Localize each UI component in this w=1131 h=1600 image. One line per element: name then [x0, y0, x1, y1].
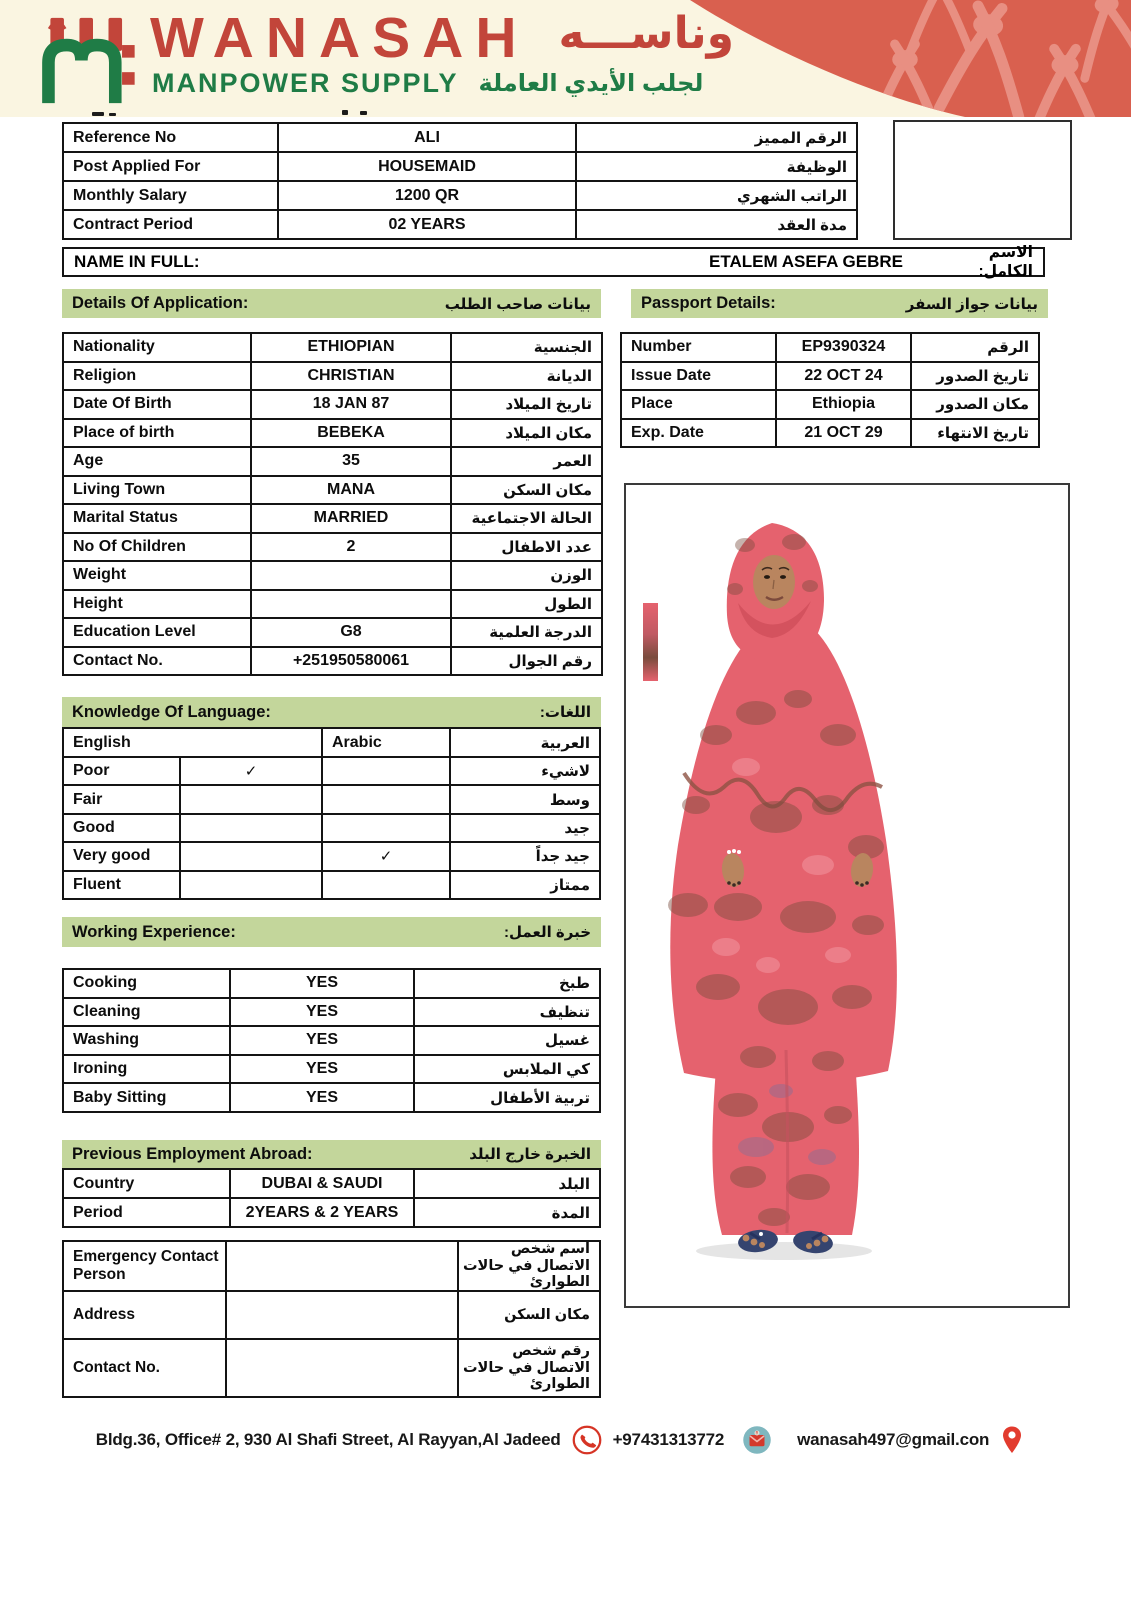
- row-value: 22 OCT 24: [777, 363, 912, 392]
- row-value: [227, 1242, 459, 1292]
- row-value: HOUSEMAID: [279, 153, 577, 182]
- table-row: [64, 1170, 601, 1199]
- table-row: [64, 999, 601, 1028]
- row-label-arabic: الطول: [452, 591, 603, 620]
- table-row: [64, 562, 603, 591]
- row-label: Poor: [64, 758, 181, 786]
- english-checkmark: [181, 786, 323, 814]
- row-label: Marital Status: [64, 505, 252, 534]
- row-value: [227, 1292, 459, 1340]
- table-row: [64, 591, 603, 620]
- table-row: [64, 124, 858, 153]
- table-row: [64, 1199, 601, 1228]
- row-label: Date Of Birth: [64, 391, 252, 420]
- row-value: ALI: [279, 124, 577, 153]
- section-header-previous-employment: [62, 1140, 601, 1168]
- brand-name-en: WANASAH: [150, 6, 529, 70]
- header-band: [0, 0, 1131, 117]
- scan-artifact: [360, 111, 367, 115]
- row-value: MARRIED: [252, 505, 452, 534]
- passport-details-table: [620, 332, 1040, 448]
- row-value: MANA: [252, 477, 452, 506]
- table-row: [64, 1056, 601, 1085]
- table-row: [622, 391, 1040, 420]
- photo-scan-fragment: [643, 603, 658, 681]
- row-label: Height: [64, 591, 252, 620]
- row-label: Period: [64, 1199, 231, 1228]
- top-table: [62, 122, 858, 240]
- row-label: Post Applied For: [64, 153, 279, 182]
- row-value: 18 JAN 87: [252, 391, 452, 420]
- row-label-arabic: الراتب الشهري: [577, 182, 858, 211]
- arabic-checkmark: [323, 758, 451, 786]
- table-row: [64, 1292, 601, 1340]
- row-label: No Of Children: [64, 534, 252, 563]
- row-label-arabic: الجنسية: [452, 334, 603, 363]
- row-value: 2YEARS & 2 YEARS: [231, 1199, 415, 1228]
- table-row: [64, 477, 603, 506]
- footer-contact-bar: [0, 1420, 1131, 1460]
- row-value: YES: [231, 999, 415, 1028]
- photo-placeholder-box: [893, 120, 1072, 240]
- row-label-arabic: مكان السكن: [459, 1292, 601, 1340]
- english-checkmark: [181, 872, 323, 900]
- row-label-arabic: كي الملابس: [415, 1056, 601, 1085]
- row-label: Cleaning: [64, 999, 231, 1028]
- arabic-checkmark: [323, 786, 451, 814]
- table-row: [64, 1242, 601, 1292]
- row-label-arabic: وسط: [451, 786, 601, 814]
- row-label: Fair: [64, 786, 181, 814]
- row-value: [227, 1340, 459, 1398]
- section-title-arabic: الخبرة خارج البلد: [469, 1146, 591, 1163]
- section-header-language: [62, 697, 601, 727]
- table-row: [64, 182, 858, 211]
- table-row: [64, 872, 601, 900]
- brand-row: [150, 6, 734, 70]
- emergency-contact-table: [62, 1240, 601, 1398]
- applicant-photo: [624, 483, 1070, 1308]
- row-value: CHRISTIAN: [252, 363, 452, 392]
- row-label: Good: [64, 815, 181, 843]
- row-label: Contact No.: [64, 648, 252, 677]
- row-value: BEBEKA: [252, 420, 452, 449]
- row-label-arabic: رقم شخص الاتصال في حالات الطوارئ: [459, 1340, 601, 1398]
- row-label: Emergency Contact Person: [64, 1242, 227, 1292]
- row-value: YES: [231, 970, 415, 999]
- row-value: ETHIOPIAN: [252, 334, 452, 363]
- row-label-arabic: لاشيء: [451, 758, 601, 786]
- english-checkmark: [181, 843, 323, 871]
- column-header-arabic: Arabic: [323, 729, 451, 758]
- row-label-arabic: الرقم: [912, 334, 1040, 363]
- footer-address: Bldg.36, Office# 2, 930 Al Shafi Street, Al Rayyan,Al Jadeed: [95, 1430, 561, 1449]
- row-label-arabic: الوظيفة: [577, 153, 858, 182]
- row-label: Very good: [64, 843, 181, 871]
- row-label-arabic: البلد: [415, 1170, 601, 1199]
- row-label: Living Town: [64, 477, 252, 506]
- language-header-row: [64, 729, 601, 758]
- row-label: Contract Period: [64, 211, 279, 240]
- row-label: Baby Sitting: [64, 1084, 231, 1113]
- column-header-english: English: [64, 729, 323, 758]
- table-row: [64, 363, 603, 392]
- row-label: Ironing: [64, 1056, 231, 1085]
- row-label: Religion: [64, 363, 252, 392]
- previous-employment-table: [62, 1168, 601, 1228]
- email-icon: [742, 1425, 772, 1455]
- section-title-arabic: خبرة العمل:: [504, 924, 591, 941]
- table-row: [64, 1027, 601, 1056]
- arabic-checkmark: ✓: [323, 843, 451, 871]
- table-row: [64, 843, 601, 871]
- row-label-arabic: المدة: [415, 1199, 601, 1228]
- row-label: Nationality: [64, 334, 252, 363]
- row-label-arabic: تاريخ الميلاد: [452, 391, 603, 420]
- section-title: Details Of Application:: [72, 294, 249, 312]
- svg-text:R: R: [755, 1431, 759, 1437]
- row-value: [252, 562, 452, 591]
- row-label-arabic: ممتاز: [451, 872, 601, 900]
- section-header-passport: [631, 289, 1048, 318]
- table-row: [64, 420, 603, 449]
- table-row: [64, 334, 603, 363]
- wanasah-logo-icon: [34, 16, 152, 108]
- row-label: Number: [622, 334, 777, 363]
- location-pin-icon: [1000, 1425, 1024, 1455]
- row-label-arabic: مدة العقد: [577, 211, 858, 240]
- table-row: [64, 211, 858, 240]
- table-row: [622, 420, 1040, 449]
- scan-artifact: [109, 113, 116, 116]
- row-label: Cooking: [64, 970, 231, 999]
- arabic-checkmark: [323, 872, 451, 900]
- section-header-experience: [62, 917, 601, 947]
- tagline-en: MANPOWER SUPPLY: [152, 68, 459, 98]
- row-value: YES: [231, 1084, 415, 1113]
- row-label: Exp. Date: [622, 420, 777, 449]
- row-value: 1200 QR: [279, 182, 577, 211]
- row-value: EP9390324: [777, 334, 912, 363]
- row-label-arabic: تنظيف: [415, 999, 601, 1028]
- row-label-arabic: اسم شخص الاتصال في حالات الطوارئ: [459, 1242, 601, 1292]
- row-label-arabic: الحالة الاجتماعية: [452, 505, 603, 534]
- phone-icon: [572, 1425, 602, 1455]
- table-row: [64, 1084, 601, 1113]
- applicant-figure-graphic: [626, 485, 1070, 1308]
- row-label-arabic: العمر: [452, 448, 603, 477]
- row-label: Place: [622, 391, 777, 420]
- column-header-arabic-label: العربية: [451, 729, 601, 758]
- row-value: +251950580061: [252, 648, 452, 677]
- brand-name-arabic: وناســـه: [558, 9, 734, 58]
- table-row: [64, 815, 601, 843]
- scan-artifact: [342, 110, 348, 115]
- english-checkmark: [181, 815, 323, 843]
- section-header-application: [62, 289, 601, 318]
- arabic-checkmark: [323, 815, 451, 843]
- table-row: [64, 648, 603, 677]
- row-value: 2: [252, 534, 452, 563]
- row-label: Monthly Salary: [64, 182, 279, 211]
- footer-phone: +97431313772: [612, 1430, 725, 1449]
- scan-artifact: [92, 112, 104, 116]
- row-label: Reference No: [64, 124, 279, 153]
- name-in-full-bar: [62, 244, 1045, 280]
- row-label-arabic: رقم الجوال: [452, 648, 603, 677]
- row-label-arabic: الدرجة العلمية: [452, 619, 603, 648]
- row-label-arabic: تاريخ الانتهاء: [912, 420, 1040, 449]
- row-value: 02 YEARS: [279, 211, 577, 240]
- table-row: [622, 334, 1040, 363]
- row-value: 35: [252, 448, 452, 477]
- row-label-arabic: تربية الأطفال: [415, 1084, 601, 1113]
- english-checkmark: ✓: [181, 758, 323, 786]
- language-table: [62, 727, 601, 900]
- tagline-row: [152, 68, 703, 99]
- section-title-arabic: بيانات جواز السفر: [905, 295, 1038, 313]
- row-label-arabic: مكان السكن: [452, 477, 603, 506]
- section-title: Knowledge Of Language:: [72, 702, 271, 721]
- table-row: [64, 970, 601, 999]
- row-label-arabic: طبخ: [415, 970, 601, 999]
- row-label-arabic: تاريخ الصدور: [912, 363, 1040, 392]
- table-row: [64, 619, 603, 648]
- row-value: G8: [252, 619, 452, 648]
- row-value: 21 OCT 29: [777, 420, 912, 449]
- row-label-arabic: جيد: [451, 815, 601, 843]
- row-label-arabic: جيد جداً: [451, 843, 601, 871]
- section-title-arabic: اللغات:: [539, 704, 591, 721]
- row-label-arabic: الوزن: [452, 562, 603, 591]
- table-row: [622, 363, 1040, 392]
- table-row: [64, 505, 603, 534]
- table-row: [64, 448, 603, 477]
- row-label-arabic: الرقم المميز: [577, 124, 858, 153]
- table-row: [64, 758, 601, 786]
- row-label: Issue Date: [622, 363, 777, 392]
- row-label: Address: [64, 1292, 227, 1340]
- name-label-arabic: الاسم الكامل:: [978, 244, 1033, 280]
- table-row: [64, 391, 603, 420]
- row-label: Washing: [64, 1027, 231, 1056]
- tagline-arabic: لجلب الأيدي العاملة: [478, 70, 704, 97]
- section-title: Passport Details:: [641, 294, 776, 312]
- table-row: [64, 534, 603, 563]
- row-label-arabic: مكان الصدور: [912, 391, 1040, 420]
- row-label: Country: [64, 1170, 231, 1199]
- row-value: [252, 591, 452, 620]
- footer-email: wanasah497@gmail.con: [797, 1430, 990, 1449]
- name-label: NAME IN FULL:: [74, 252, 200, 271]
- row-value: DUBAI & SAUDI: [231, 1170, 415, 1199]
- experience-table: [62, 968, 601, 1113]
- row-label-arabic: الديانة: [452, 363, 603, 392]
- section-title-arabic: بيانات صاحب الطلب: [444, 295, 591, 313]
- row-label-arabic: غسيل: [415, 1027, 601, 1056]
- row-label: Contact No.: [64, 1340, 227, 1398]
- row-label: Weight: [64, 562, 252, 591]
- row-label: Place of birth: [64, 420, 252, 449]
- row-label-arabic: مكان الميلاد: [452, 420, 603, 449]
- row-value: YES: [231, 1056, 415, 1085]
- section-title: Working Experience:: [72, 922, 236, 941]
- row-label: Education Level: [64, 619, 252, 648]
- table-row: [64, 786, 601, 814]
- row-value: Ethiopia: [777, 391, 912, 420]
- row-label-arabic: عدد الاطفال: [452, 534, 603, 563]
- section-title: Previous Employment Abroad:: [72, 1144, 313, 1163]
- table-row: [64, 153, 858, 182]
- table-row: [64, 1340, 601, 1398]
- full-name-value: ETALEM ASEFA GEBRE: [709, 252, 903, 271]
- application-details-table: [62, 332, 603, 676]
- row-value: YES: [231, 1027, 415, 1056]
- row-label: Fluent: [64, 872, 181, 900]
- row-label: Age: [64, 448, 252, 477]
